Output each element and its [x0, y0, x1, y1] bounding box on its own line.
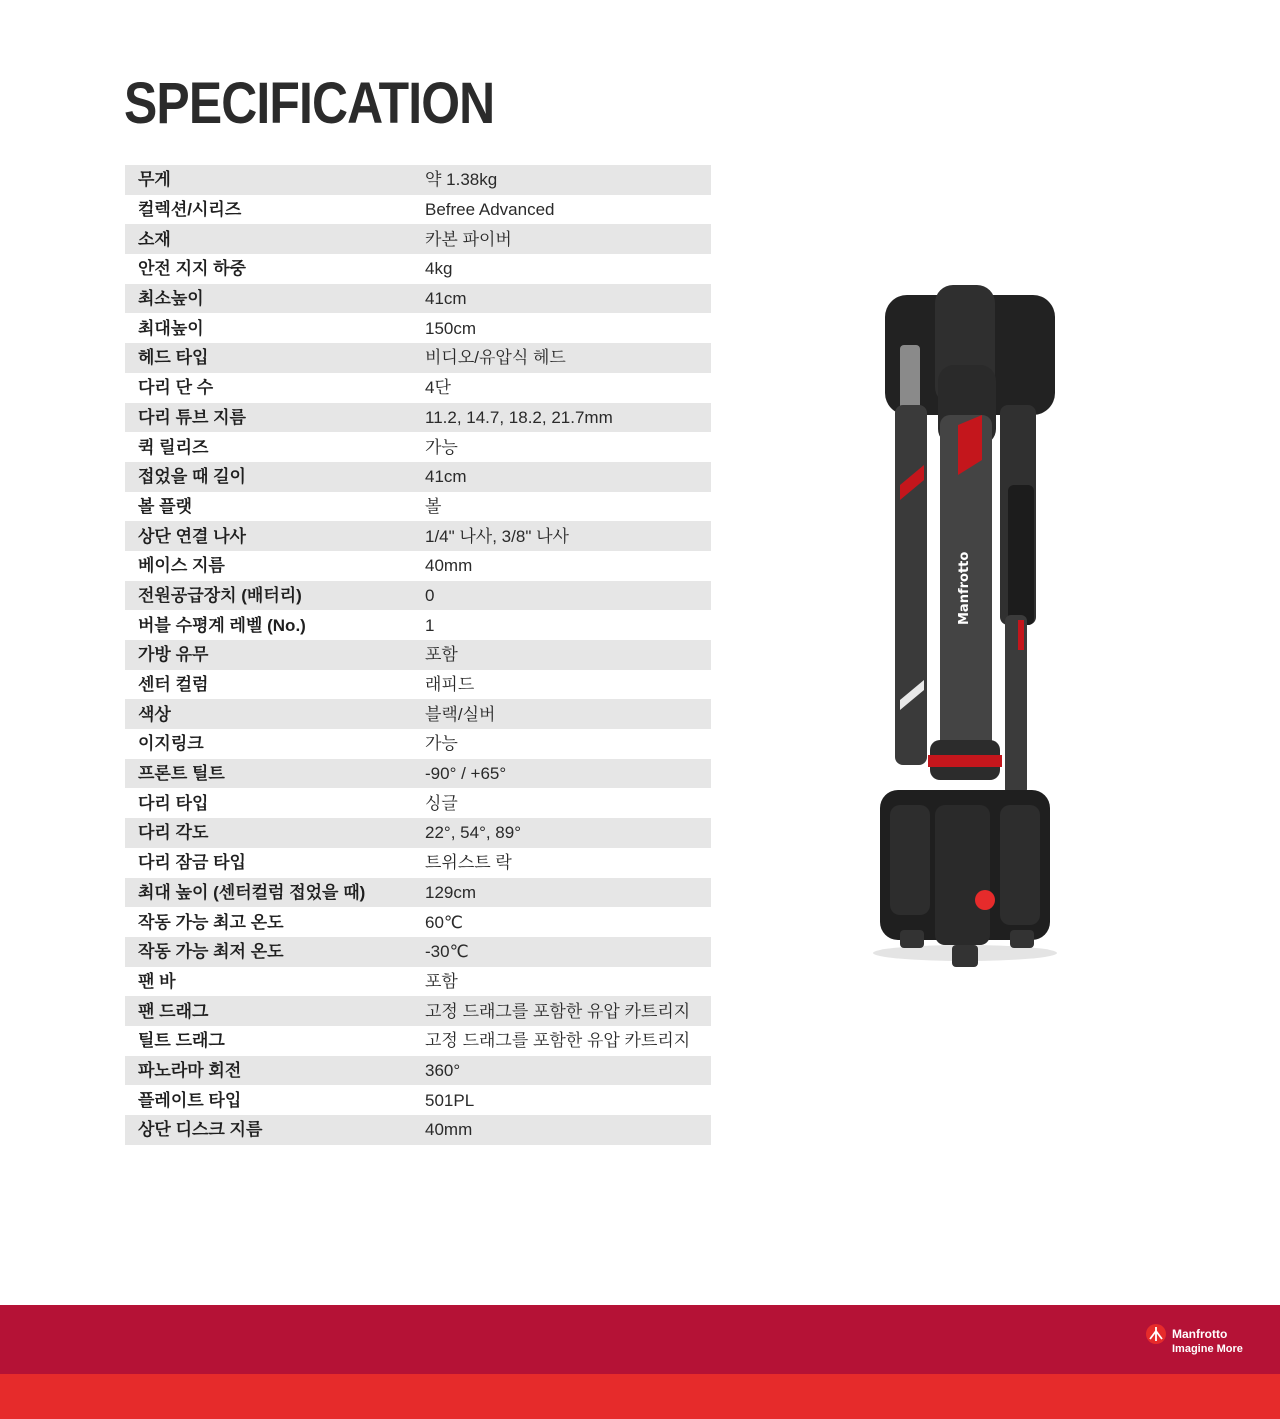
spec-label: 접었을 때 길이 — [138, 467, 246, 487]
spec-value: 22°, 54°, 89° — [425, 823, 522, 843]
leg-brand-text: Manfrotto — [957, 551, 972, 625]
spec-label: 다리 각도 — [138, 823, 209, 843]
spec-value: 4단 — [425, 378, 451, 398]
spec-row — [125, 403, 711, 433]
spec-value: 고정 드래그를 포함한 유압 카트리지 — [425, 1001, 691, 1021]
spec-label: 플레이트 타입 — [138, 1090, 242, 1110]
spec-value: 카본 파이버 — [425, 229, 512, 249]
spec-value: 1/4" 나사, 3/8" 나사 — [425, 526, 569, 546]
spec-value: 가능 — [425, 437, 458, 457]
spec-label: 다리 잠금 타입 — [138, 853, 246, 873]
spec-value: 포함 — [425, 971, 458, 991]
spec-label: 다리 타입 — [138, 793, 209, 813]
spec-value: 약 1.38kg — [425, 170, 498, 190]
spec-value: 블랙/실버 — [425, 704, 496, 724]
tripod-illustration — [860, 285, 1070, 975]
spec-row — [125, 937, 711, 967]
spec-value: Befree Advanced — [425, 200, 555, 220]
spec-row — [125, 967, 711, 997]
spec-row — [125, 1056, 711, 1086]
spec-row — [125, 818, 711, 848]
spec-label: 무게 — [138, 170, 171, 190]
spec-row — [125, 1085, 711, 1115]
spec-row — [125, 1115, 711, 1145]
spec-row — [125, 224, 711, 254]
spec-row — [125, 996, 711, 1026]
spec-value: 포함 — [425, 645, 458, 665]
spec-value: 129cm — [425, 882, 477, 902]
spec-label: 볼 플랫 — [138, 496, 192, 516]
spec-row — [125, 788, 711, 818]
spec-label: 틸트 드래그 — [138, 1031, 225, 1051]
spec-row — [125, 640, 711, 670]
spec-label: 팬 바 — [138, 971, 176, 991]
tripod-product-image — [860, 285, 1070, 975]
spec-label: 안전 지지 하중 — [138, 259, 246, 279]
spec-row — [125, 313, 711, 343]
page-title: SPECIFICATION — [124, 71, 495, 136]
spec-label: 퀵 릴리즈 — [138, 437, 209, 457]
footer-bottom-band — [0, 1374, 1280, 1419]
spec-label: 센터 컬럼 — [138, 675, 209, 695]
spec-value: 가능 — [425, 734, 458, 754]
spec-label: 가방 유무 — [138, 645, 209, 665]
spec-label: 헤드 타입 — [138, 348, 209, 368]
spec-row — [125, 432, 711, 462]
spec-value: 41cm — [425, 289, 467, 309]
spec-value: 4kg — [425, 259, 453, 279]
spec-label: 컬렉션/시리즈 — [138, 200, 242, 220]
spec-label: 상단 연결 나사 — [138, 526, 246, 546]
spec-label: 최대 높이 (센터컬럼 접었을 때) — [138, 882, 366, 902]
manfrotto-logo-icon — [1145, 1323, 1167, 1345]
spec-value: 60℃ — [425, 912, 464, 932]
spec-label: 작동 가능 최고 온도 — [138, 912, 284, 932]
spec-row — [125, 670, 711, 700]
spec-value: 볼 — [425, 496, 442, 516]
spec-row — [125, 1026, 711, 1056]
spec-row — [125, 373, 711, 403]
spec-row — [125, 284, 711, 314]
spec-row — [125, 343, 711, 373]
footer-top-band — [0, 1305, 1280, 1374]
spec-row — [125, 551, 711, 581]
spec-label: 작동 가능 최저 온도 — [138, 942, 284, 962]
spec-value: 40mm — [425, 1120, 473, 1140]
spec-label: 색상 — [138, 704, 171, 724]
spec-value: 래피드 — [425, 675, 475, 695]
spec-label: 파노라마 회전 — [138, 1060, 242, 1080]
spec-value: 고정 드래그를 포함한 유압 카트리지 — [425, 1031, 691, 1051]
spec-row — [125, 878, 711, 908]
spec-label: 최대높이 — [138, 318, 204, 338]
spec-row — [125, 521, 711, 551]
spec-row — [125, 581, 711, 611]
spec-value: -90° / +65° — [425, 764, 507, 784]
spec-value: 150cm — [425, 318, 477, 338]
spec-label: 최소높이 — [138, 289, 204, 309]
spec-value: 41cm — [425, 467, 467, 487]
spec-label: 프론트 틸트 — [138, 764, 225, 784]
spec-row — [125, 254, 711, 284]
spec-row — [125, 462, 711, 492]
logo-brand-text: Manfrotto — [1172, 1327, 1228, 1341]
spec-table-body — [125, 165, 711, 1145]
spec-row — [125, 195, 711, 225]
spec-label: 베이스 지름 — [138, 556, 225, 576]
spec-value: 비디오/유압식 헤드 — [425, 348, 566, 368]
spec-value: -30℃ — [425, 942, 469, 962]
spec-label: 버블 수평계 레벨 (No.) — [138, 615, 306, 635]
manfrotto-logo — [1145, 1322, 1255, 1362]
spec-row — [125, 729, 711, 759]
spec-row — [125, 907, 711, 937]
spec-value: 1 — [425, 615, 435, 635]
spec-value: 360° — [425, 1060, 461, 1080]
spec-label: 상단 디스크 지름 — [138, 1120, 263, 1140]
spec-value: 11.2, 14.7, 18.2, 21.7mm — [425, 407, 613, 427]
spec-row — [125, 492, 711, 522]
spec-label: 팬 드래그 — [138, 1001, 209, 1021]
spec-row — [125, 848, 711, 878]
spec-label: 다리 튜브 지름 — [138, 407, 246, 427]
spec-label: 다리 단 수 — [138, 378, 214, 398]
spec-label: 이지링크 — [138, 734, 204, 754]
spec-value: 트위스트 락 — [425, 853, 512, 873]
spec-value: 싱글 — [425, 793, 458, 813]
spec-label: 소재 — [138, 229, 171, 249]
spec-row — [125, 759, 711, 789]
spec-value: 0 — [425, 585, 435, 605]
spec-row — [125, 610, 711, 640]
logo-tagline: Imagine More — [1172, 1343, 1243, 1355]
spec-row — [125, 699, 711, 729]
spec-value: 501PL — [425, 1090, 475, 1110]
spec-table — [125, 165, 711, 1145]
spec-label: 전원공급장치 (배터리) — [138, 585, 302, 605]
spec-row — [125, 165, 711, 195]
spec-value: 40mm — [425, 556, 473, 576]
